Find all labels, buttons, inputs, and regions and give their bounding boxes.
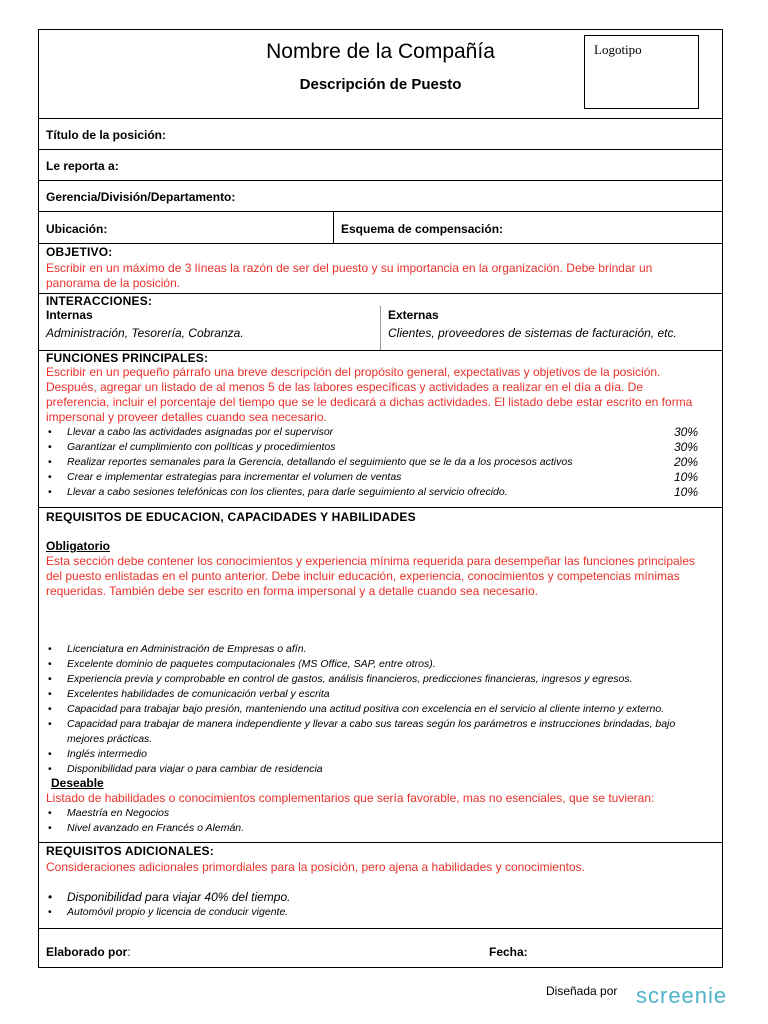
job-description-form [38, 29, 723, 968]
desirable-item: • Nivel avanzado en Francés o Alemán. [39, 821, 702, 836]
designed-by-text: Diseñada por [546, 984, 618, 998]
date-label: Fecha: [489, 945, 528, 959]
screenie-logo[interactable]: screenie [636, 985, 728, 1005]
desirable-label: Deseable [51, 776, 104, 790]
interactions-section [39, 294, 722, 351]
objective-section [39, 244, 722, 294]
additional-section [39, 843, 722, 929]
mandatory-item: • Licenciatura en Administración de Empresas o afín. [39, 642, 702, 657]
mandatory-label: Obligatorio [46, 539, 110, 553]
function-item: • Llevar a cabo sesiones telefónicas con los clientes, para darle seguimiento al servicio ofrecido. 10% [39, 485, 722, 500]
mandatory-item: • Disponibilidad para viajar o para cambiar de residencia [39, 762, 702, 777]
function-percent: 30% [673, 425, 698, 439]
reports-to-label: Le reporta a: [46, 159, 119, 173]
compensation-label: Esquema de compensación: [341, 222, 504, 236]
signature-row [39, 929, 722, 967]
location-row [39, 212, 722, 244]
location-label: Ubicación: [46, 222, 108, 236]
position-title-row [39, 119, 722, 150]
functions-title: FUNCIONES PRINCIPALES: [46, 351, 209, 365]
internal-label: Internas [46, 308, 93, 322]
logo-label: Logotipo [594, 42, 642, 57]
function-item: • Garantizar el cumplimiento con políticas y procedimientos 30% [39, 440, 722, 455]
department-row [39, 181, 722, 212]
company-name: Nombre de la Compañía [266, 40, 495, 63]
external-text: Clientes, proveedores de sistemas de facturación, etc. [388, 326, 677, 340]
functions-list [39, 425, 722, 500]
functions-text: Escribir en un pequeño párrafo una breve descripción del propósito general, expectativas y objetivos de la posición. Después, agregar un listado de al menos 5 de las labores específicas y actividades a realizar en el día a día. De preferencia, incluir el porcentaje del tiempo que se le dedicará a dichas actividades. El listado debe estar escrito en forma impersonal y proveer detalles cuando sea necesario. [46, 365, 693, 424]
objective-title: OBJETIVO: [46, 245, 113, 259]
position-title-label: Título de la posición: [46, 128, 166, 142]
interactions-divider [380, 306, 381, 350]
department-label: Gerencia/División/Departamento: [46, 190, 236, 204]
mandatory-list [39, 642, 702, 777]
reports-to-row [39, 150, 722, 181]
mandatory-item: • Excelente dominio de paquetes computacionales (MS Office, SAP, entre otros). [39, 657, 702, 672]
header-section [39, 30, 722, 119]
objective-text: Escribir en un máximo de 3 líneas la razón de ser del puesto y su importancia en la organización. Debe brindar un panorama de la posición. [46, 261, 653, 290]
desirable-item: • Maestría en Negocios [39, 806, 702, 821]
additional-item: • Automóvil propio y licencia de conducir vigente. [39, 905, 702, 920]
desirable-list [39, 806, 702, 836]
logo-placeholder [584, 35, 699, 109]
external-label: Externas [388, 308, 439, 322]
mandatory-item: • Inglés intermedio [39, 747, 702, 762]
mandatory-item: • Experiencia previa y comprobable en control de gastos, análisis financieros, predicciones financieras, ingresos y egresos. [39, 672, 702, 687]
mandatory-item: • Excelentes habilidades de comunicación verbal y escrita [39, 687, 702, 702]
function-item: • Realizar reportes semanales para la Gerencia, detallando el seguimiento que se le da a los procesos activos 20% [39, 455, 722, 470]
additional-title: REQUISITOS ADICIONALES: [46, 844, 214, 858]
desirable-text: Listado de habilidades o conocimientos complementarios que sería favorable, mas no esenciales, que se tuvieran: [46, 791, 655, 805]
internal-text: Administración, Tesorería, Cobranza. [46, 326, 244, 340]
function-item: • Crear e implementar estrategias para incrementar el volumen de ventas 10% [39, 470, 722, 485]
function-percent: 20% [673, 455, 698, 469]
requirements-section [39, 508, 722, 843]
mandatory-item: • Capacidad para trabajar de manera independiente y llevar a cabo sus tareas según los parámetros e instrucciones brindadas, bajo mejores prácticas. [39, 717, 702, 747]
function-percent: 30% [673, 440, 698, 454]
functions-section [39, 351, 722, 508]
document-subtitle: Descripción de Puesto [299, 76, 462, 93]
prepared-by-label: Elaborado por: [46, 945, 131, 959]
location-divider [333, 212, 334, 243]
function-percent: 10% [673, 470, 698, 484]
function-item: • Llevar a cabo las actividades asignadas por el supervisor 30% [39, 425, 722, 440]
mandatory-text: Esta sección debe contener los conocimientos y experiencia mínima requerida para desempeñar las funciones principales del puesto enlistadas en el punto anterior. Debe incluir educación, experiencia, conocimientos y competencias mínimas requeridas. También debe ser escrito en forma impersonal y a detalle cuando sea necesario. [46, 554, 696, 598]
interactions-title: INTERACCIONES: [46, 294, 153, 308]
requirements-title: REQUISITOS DE EDUCACION, CAPACIDADES Y HABILIDADES [46, 510, 416, 524]
additional-item: • Disponibilidad para viajar 40% del tiempo. [39, 889, 702, 905]
mandatory-item: • Capacidad para trabajar bajo presión, manteniendo una actitud positiva con excelencia en el servicio al cliente interno y externo. [39, 702, 702, 717]
additional-text: Consideraciones adicionales primordiales para la posición, pero ajena a habilidades y conocimientos. [46, 860, 585, 874]
additional-list [39, 889, 702, 920]
function-percent: 10% [673, 485, 698, 499]
